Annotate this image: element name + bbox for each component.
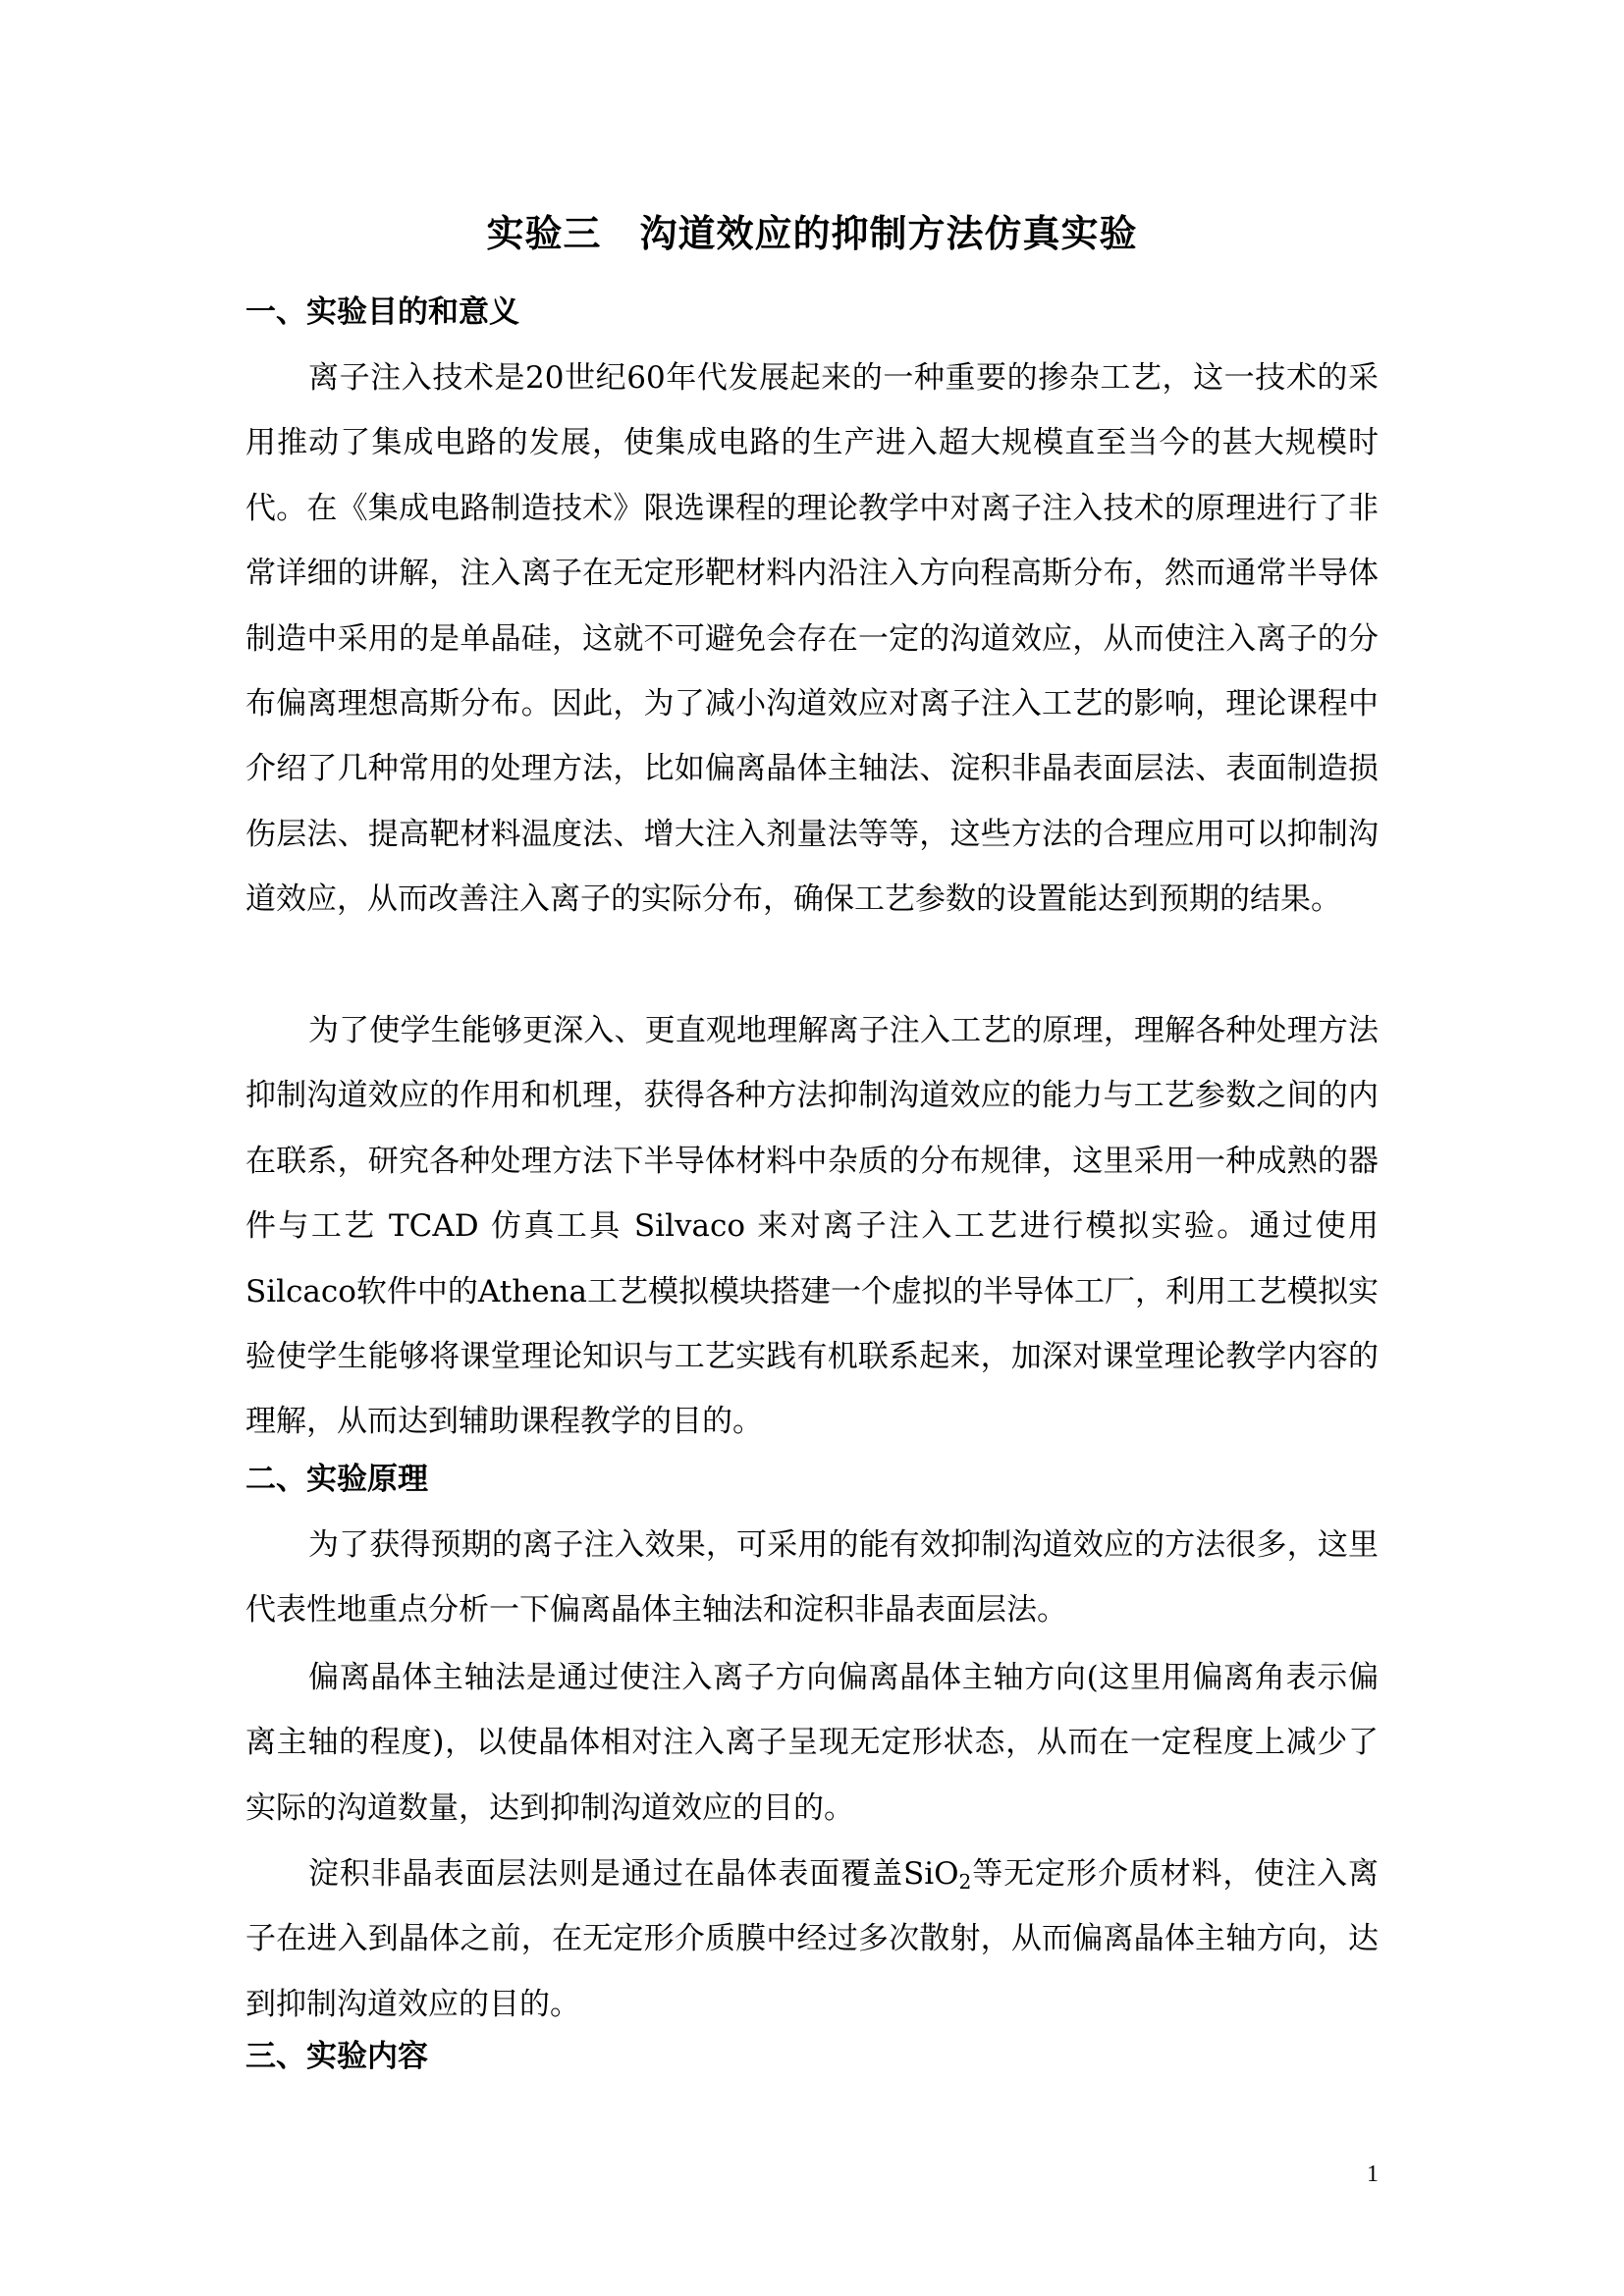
page-title: 实验三 沟道效应的抑制方法仿真实验 (486, 212, 1138, 255)
subscript-2: 2 (958, 1870, 972, 1895)
paragraph-principle-3-start: 淀积非晶表面层法则是通过在晶体表面覆盖SiO (308, 1856, 959, 1892)
paragraph-purpose-1: 离子注入技术是20世纪60年代发展起来的一种重要的掺杂工艺，这一技术的采用推动了集成电路的发展，使集成电路的生产进入超大规模直至当今的甚大规模时代。在《集成电路制造技术》限选课程的理论教学中对离子注入技术的原理进行了非常详细的讲解，注入离子在无定形靶材料内沿注入方向程高斯分布，然而通常半导体制造中采用的是单晶硅，这就不可避免会存在一定的沟道效应，从而使注入离子的分布偏离理想高斯分布。因此，为了减小沟道效应对离子注入工艺的影响，理论课程中介绍了几种常用的处理方法，比如偏离晶体主轴法、淀积非晶表面层法、表面制造损伤层法、提高靶材料温度法、增大注入剂量法等等，这些方法的合理应用可以抑制沟道效应，从而改善注入离子的实际分布，确保工艺参数的设置能达到预期的结果。 (245, 360, 1379, 918)
paragraph-purpose-2: 为了使学生能够更深入、更直观地理解离子注入工艺的原理，理解各种处理方法抑制沟道效应的作用和机理，获得各种方法抑制沟道效应的能力与工艺参数之间的内在联系，研究各种处理方法下半导体材料中杂质的分布规律，这里采用一种成熟的器件与工艺 TCAD 仿真工具 Silvaco 来对离子注入工艺进行模拟实验。通过使用Silcaco软件中的Athena工艺模拟模块搭建一个虚拟的半导体工厂，利用工艺模拟实验使学生能够将课堂理论知识与工艺实践有机联系起来，加深对课堂理论教学内容的理解，从而达到辅助课程教学的目的。 (245, 1013, 1379, 1440)
page-number: 1 (1367, 2162, 1379, 2187)
section-heading-content: 三、实验内容 (245, 2039, 428, 2074)
paragraph-principle-1: 为了获得预期的离子注入效果，可采用的能有效抑制沟道效应的方法很多，这里代表性地重点分析一下偏离晶体主轴法和淀积非晶表面层法。 (245, 1527, 1379, 1629)
paragraph-principle-2: 偏离晶体主轴法是通过使注入离子方向偏离晶体主轴方向(这里用偏离角表示偏离主轴的程度)，以使晶体相对注入离子呈现无定形状态，从而在一定程度上减少了实际的沟道数量，达到抑制沟道效应的目的。 (245, 1660, 1379, 1826)
paragraph-principle-3-end: 等无定形介质材料，使注入离子在进入到晶体之前，在无定形介质膜中经过多次散射，从而偏离晶体主轴方向，达到抑制沟道效应的目的。 (245, 1856, 1379, 2022)
section-heading-principle: 二、实验原理 (245, 1462, 428, 1497)
section-heading-purpose: 一、实验目的和意义 (245, 294, 519, 330)
paragraph-principle-3 (245, 1842, 1379, 2037)
